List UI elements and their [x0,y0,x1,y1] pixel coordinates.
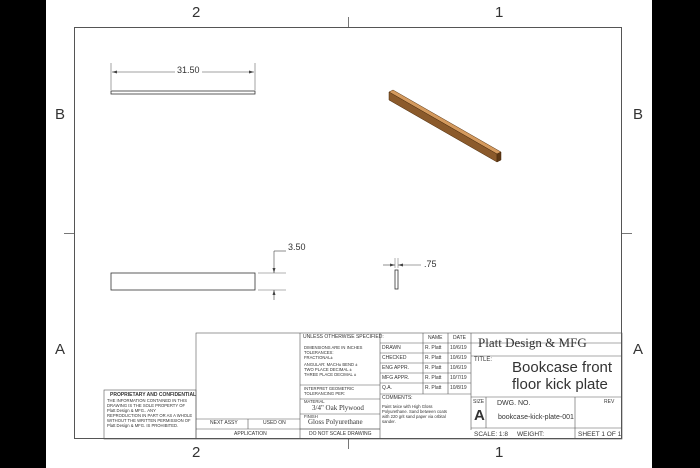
name-eng-appr: R. Platt [425,365,442,371]
application-label: APPLICATION [234,431,267,437]
used-on-label: USED ON [263,420,286,426]
comment-line: Paint twice with High Gloss [382,404,433,409]
proprietary-line: DRAWING IS THE SOLE PROPERTY OF [107,403,186,408]
tolerances-label: TOLERANCES: [304,350,334,355]
dims-in-inches: DIMENSIONS ARE IN INCHES [304,345,363,350]
angular-label: ANGULAR: MACH± BEND ± [304,362,358,367]
weight-label: WEIGHT: [517,431,545,438]
role-eng-appr: ENG APPR. [382,365,409,371]
next-assy-label: NEXT ASSY [210,420,238,426]
zone-label-right-A: A [633,341,644,358]
proprietary-title: PROPRIETARY AND CONFIDENTIAL [110,392,197,398]
side-view [383,258,421,289]
three-place-label: THREE PLACE DECIMAL ± [304,372,357,377]
proprietary-line: THE INFORMATION CONTAINED IN THIS [107,398,188,403]
name-checked: R. Platt [425,355,442,361]
interpret-label: INTERPRET GEOMETRIC [304,386,355,391]
zone-label-bottom-1: 1 [495,444,504,461]
role-mfg-appr: MFG APPR. [382,375,410,381]
two-place-label: TWO PLACE DECIMAL ± [304,367,352,372]
tolerancing-label: TOLERANCING PER: [304,391,346,396]
col-name: NAME [428,335,443,341]
material-label: MATERIAL [304,399,325,404]
date-drawn: 10/6/19 [450,345,467,351]
dim-height: 3.50 [288,242,306,252]
fractional-label: FRACTIONAL± [304,355,333,360]
comments-label: COMMENTS: [382,395,413,401]
comment-line: with 220 grit sand paper via orbital [382,414,446,419]
front-view [111,251,286,300]
date-qa: 10/8/19 [450,385,467,391]
title-line-2: floor kick plate [512,376,608,393]
company-name: Platt Design & MFG [478,335,587,350]
drawing-sheet [46,0,652,468]
role-checked: CHECKED [382,355,407,361]
dwg-no-value: bookcase-kick-plate-001 [498,414,574,421]
rev-label: REV [604,399,615,405]
date-checked: 10/6/19 [450,355,467,361]
dim-length: 31.50 [177,65,200,75]
finish-value: Gloss Polyurethane [308,418,363,426]
zone-label-bottom-2: 2 [192,444,201,461]
unless-specified: UNLESS OTHERWISE SPECIFIED: [303,334,384,340]
name-drawn: R. Platt [425,345,442,351]
comment-line: sander. [382,419,396,424]
dim-thickness: .75 [424,259,437,269]
zone-label-left-B: B [55,106,66,123]
do-not-scale: DO NOT SCALE DRAWING [309,431,372,437]
role-drawn: DRAWN [382,345,401,351]
comment-line: Polyurethane. Sand between coats [382,409,447,414]
material-value: 3/4" Oak Plywood [312,404,364,412]
date-eng-appr: 10/6/19 [450,365,467,371]
zone-label-left-A: A [55,341,66,358]
col-date: DATE [453,335,466,341]
size-value: A [474,407,485,424]
scale-value: SCALE: 1:8 [474,431,508,438]
size-label: SIZE [473,399,485,405]
dwg-no-label: DWG. NO. [497,400,531,407]
title-label: TITLE: [474,357,493,363]
role-qa: Q.A. [382,385,393,391]
proprietary-line: WITHOUT THE WRITTEN PERMISSION OF [107,418,191,423]
zone-label-right-B: B [633,106,644,123]
proprietary-line: REPRODUCTION IN PART OR AS A WHOLE [107,413,193,418]
sheet-value: SHEET 1 OF 1 [578,431,622,438]
name-qa: R. Platt [425,385,442,391]
proprietary-line: Platt Design & MFG.. ANY [107,408,156,413]
finish-label: FINISH [304,414,318,419]
name-mfg-appr: R. Platt [425,375,442,381]
isometric-view [389,90,501,162]
title-line-1: Bookcase front [512,359,613,376]
zone-label-top-1: 1 [495,4,504,21]
proprietary-line: Platt Design & MFG. IS PROHIBITED. [107,423,179,428]
date-mfg-appr: 10/7/19 [450,375,467,381]
zone-label-top-2: 2 [192,4,201,21]
